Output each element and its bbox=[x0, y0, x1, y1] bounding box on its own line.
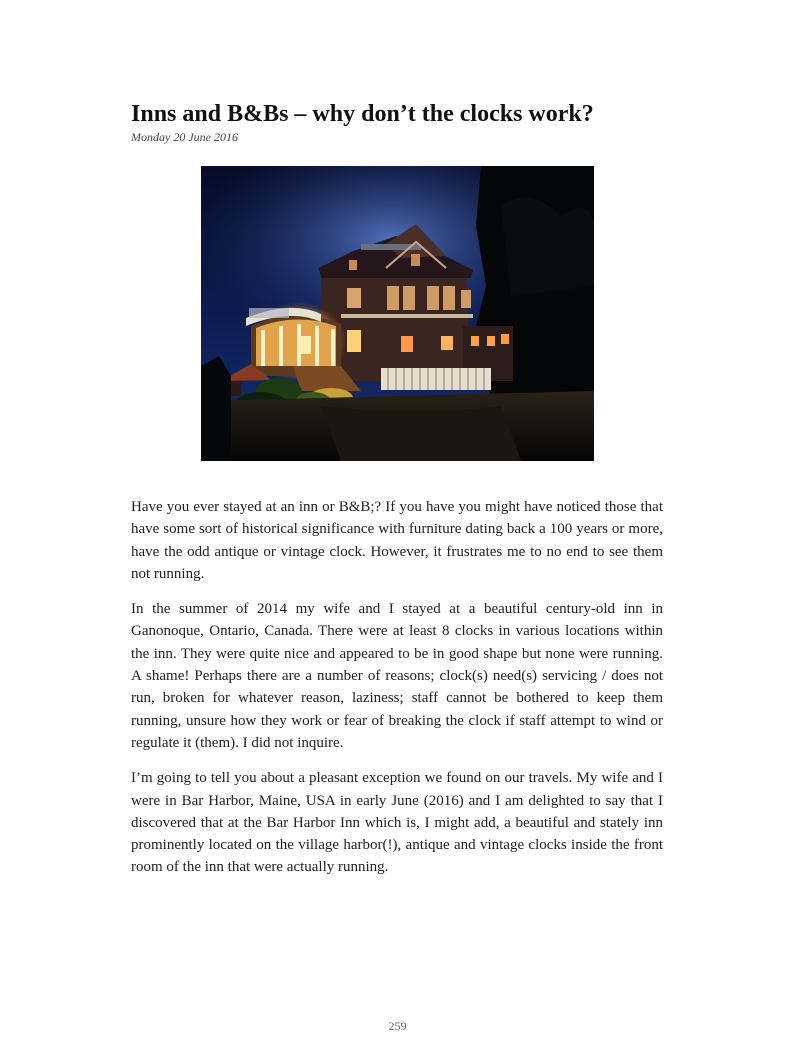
article-date: Monday 20 June 2016 bbox=[131, 130, 238, 144]
paragraph-1: Have you ever stayed at an inn or B&B;? If you have you might have noticed those that have some sort of historical significance with furniture dating back a 100 years or more, have the odd antique or vintage clock. However, it frustrates me to no end to see them not running. bbox=[131, 499, 663, 582]
paragraph-2: In the summer of 2014 my wife and I stayed at a beautiful century-old inn in Ganonoque, Ontario, Canada. There were at least 8 clocks in various locations within the inn. They were quite nice and appeared to be in good shape but none were running. A shame! Perhaps there are a number of reasons; clock(s) need(s) servicing / does not run, broken for whatever reason, laziness; staff cannot be bothered to keep them running, unsure how they work or fear of breaking the clock if staff attempt to wind or regulate it (them). I did not inquire. bbox=[131, 601, 663, 751]
article-body bbox=[131, 496, 663, 892]
page-number: 259 bbox=[388, 1019, 407, 1033]
paragraph-3: I’m going to tell you about a pleasant exception we found on our travels. My wife and I were in Bar Harbor, Maine, USA in early June (2016) and I am delighted to say that I discovered that at the Bar Harbor Inn which is, I might add, a beautiful and stately inn prominently located on the village harbor(!), antique and vintage clocks inside the front room of the inn that were actually running. bbox=[131, 770, 663, 876]
article-title: Inns and B&Bs – why don’t the clocks work? bbox=[131, 101, 594, 127]
inn-night-photo bbox=[201, 166, 594, 461]
